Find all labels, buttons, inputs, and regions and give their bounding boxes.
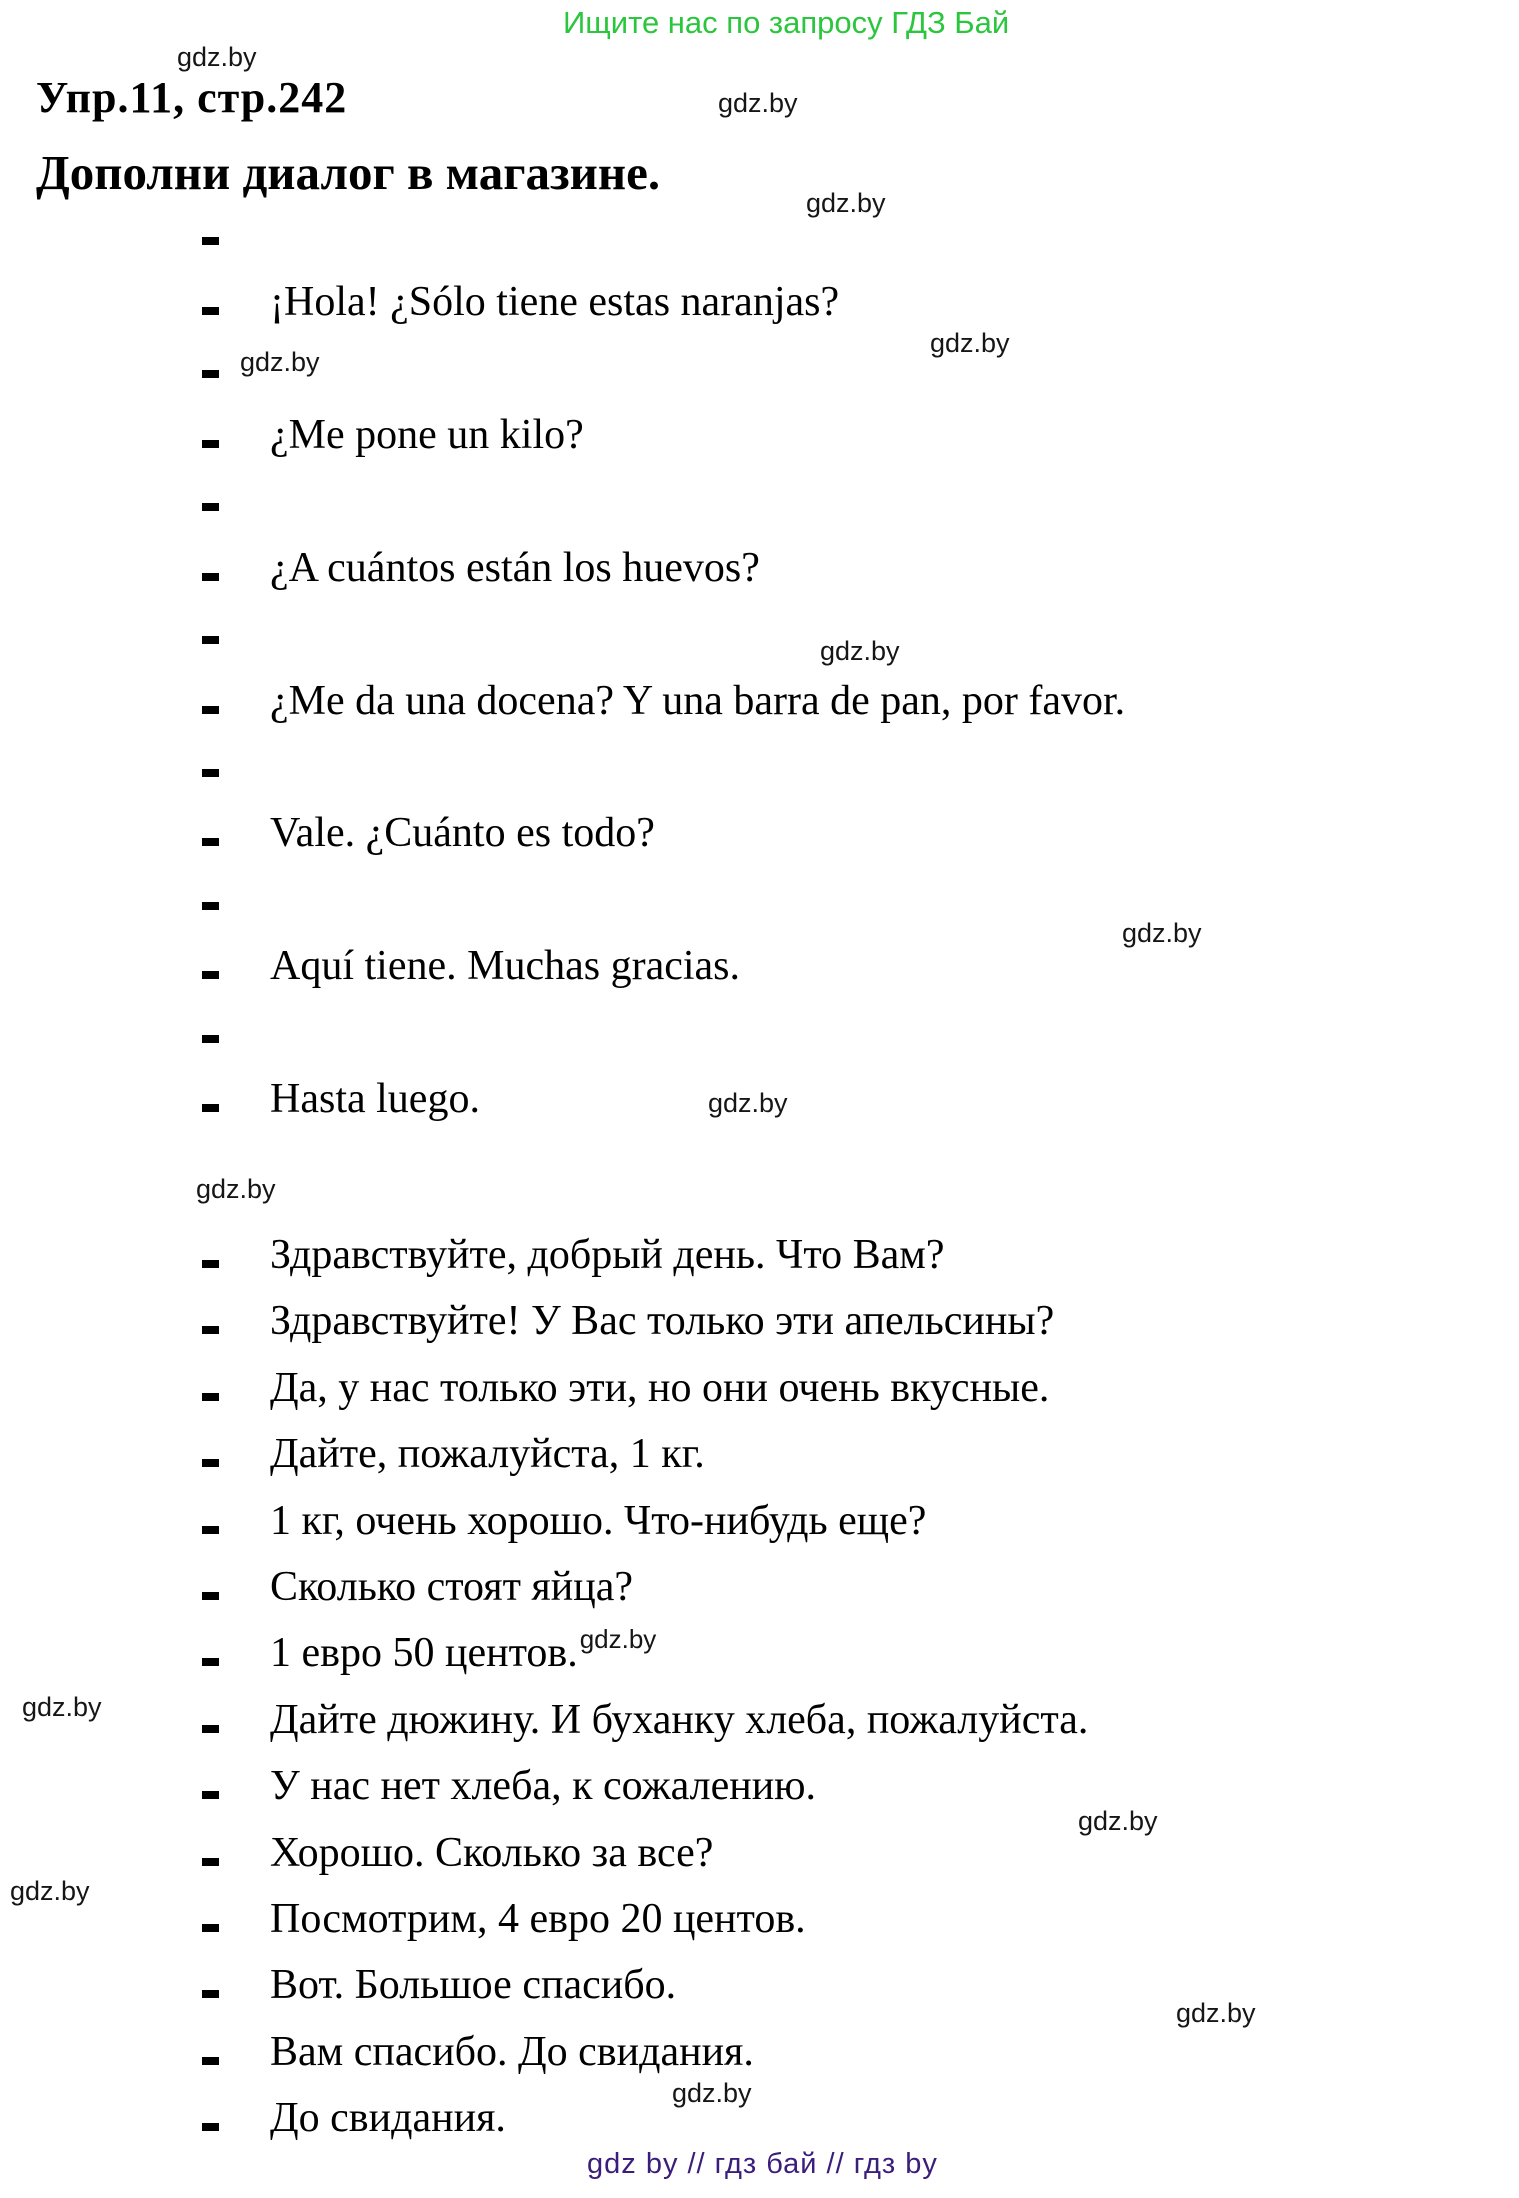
dialogue-line-ru: Вам спасибо. До свидания. <box>270 2029 754 2075</box>
dash-marker-ru-9 <box>202 1858 219 1866</box>
dash-marker-es-6 <box>202 636 219 644</box>
dialogue-line-es: Aquí tiene. Muchas gracias. <box>270 943 741 989</box>
dialogue-line-ru: Здравствуйте! У Вас только эти апельсины? <box>270 1298 1055 1344</box>
dash-marker-es-13 <box>202 1104 219 1112</box>
watermark-gdzby-0: gdz.by <box>177 42 257 72</box>
exercise-title: Упр.11, стр.242 <box>36 73 348 122</box>
dash-marker-es-11 <box>202 971 219 979</box>
watermark-gdzby-4: gdz.by <box>930 328 1010 358</box>
dash-marker-es-12 <box>202 1035 219 1043</box>
dash-marker-ru-6 <box>202 1658 219 1666</box>
dialogue-line-es: Vale. ¿Cuánto es todo? <box>270 810 655 856</box>
dash-marker-es-7 <box>202 706 219 714</box>
dialogue-line-es: ¡Hola! ¿Sólo tiene estas naranjas? <box>270 279 840 325</box>
dash-marker-ru-3 <box>202 1459 219 1467</box>
dialogue-line-ru: Здравствуйте, добрый день. Что Вам? <box>270 1232 945 1278</box>
watermark-gdzby-2: gdz.by <box>806 188 886 218</box>
dialogue-line-es: ¿A cuántos están los huevos? <box>270 545 760 591</box>
dialogue-line-ru: Вот. Большое спасибо. <box>270 1962 677 2008</box>
exercise-instruction: Дополни диалог в магазине. <box>36 145 661 200</box>
watermark-gdzby-1: gdz.by <box>718 88 798 118</box>
watermark-gdzby-13: gdz.by <box>672 2078 752 2108</box>
dialogue-line-ru: Сколько стоят яйца? <box>270 1564 633 1610</box>
dialogue-line-ru: 1 евро 50 центов.$^{gdz.by}$ <box>270 1624 657 1676</box>
dash-marker-ru-12 <box>202 2057 219 2065</box>
dash-marker-ru-5 <box>202 1592 219 1600</box>
dash-marker-es-3 <box>202 440 219 448</box>
dash-marker-es-10 <box>202 902 219 910</box>
dialogue-line-ru: Посмотрим, 4 евро 20 центов. <box>270 1896 806 1942</box>
dash-marker-ru-8 <box>202 1791 219 1799</box>
promo-header: Ищите нас по запросу ГДЗ Бай <box>563 5 1010 40</box>
dash-marker-es-0 <box>202 237 219 245</box>
watermark-gdzby-9: gdz.by <box>22 1692 102 1722</box>
dialogue-line-ru: Дайте, пожалуйста, 1 кг. <box>270 1431 705 1477</box>
watermark-gdzby-11: gdz.by <box>10 1876 90 1906</box>
watermark-gdzby-6: gdz.by <box>1122 918 1202 948</box>
dialogue-line-ru: Да, у нас только эти, но они очень вкусные. <box>270 1365 1050 1411</box>
watermark-gdzby-8: gdz.by <box>196 1174 276 1204</box>
dash-marker-es-9 <box>202 838 219 846</box>
dialogue-line-ru: Хорошо. Сколько за все? <box>270 1830 714 1876</box>
dash-marker-es-4 <box>202 503 219 511</box>
dash-marker-ru-4 <box>202 1526 219 1534</box>
watermark-gdzby-10: gdz.by <box>1078 1806 1158 1836</box>
dash-marker-es-8 <box>202 769 219 777</box>
dash-marker-es-5 <box>202 573 219 581</box>
dialogue-line-ru: У нас нет хлеба, к сожалению. <box>270 1763 817 1809</box>
watermark-gdzby-5: gdz.by <box>820 636 900 666</box>
inline-watermark: gdz.by <box>579 1624 657 1654</box>
dash-marker-es-2 <box>202 370 219 378</box>
dialogue-line-ru: Дайте дюжину. И буханку хлеба, пожалуйста. <box>270 1697 1089 1743</box>
dash-marker-ru-13 <box>202 2123 219 2131</box>
watermark-gdzby-7: gdz.by <box>708 1088 788 1118</box>
watermark-gdzby-12: gdz.by <box>1176 1998 1256 2028</box>
dialogue-line-es: Hasta luego. <box>270 1076 480 1122</box>
dialogue-line-es: ¿Me pone un kilo? <box>270 412 584 458</box>
watermark-gdzby-3: gdz.by <box>240 347 320 377</box>
dialogue-line-ru: 1 кг, очень хорошо. Что-нибудь еще? <box>270 1498 927 1544</box>
dash-marker-es-1 <box>202 307 219 315</box>
dash-marker-ru-11 <box>202 1990 219 1998</box>
footer-watermark: gdz by // гдз бай // гдз by <box>587 2148 938 2180</box>
dash-marker-ru-7 <box>202 1725 219 1733</box>
dash-marker-ru-1 <box>202 1326 219 1334</box>
dash-marker-ru-0 <box>202 1260 219 1268</box>
dash-marker-ru-2 <box>202 1393 219 1401</box>
dialogue-line-ru: До свидания. <box>270 2095 506 2141</box>
dialogue-line-es: ¿Me da una docena? Y una barra de pan, por favor. <box>270 678 1126 724</box>
dash-marker-ru-10 <box>202 1924 219 1932</box>
